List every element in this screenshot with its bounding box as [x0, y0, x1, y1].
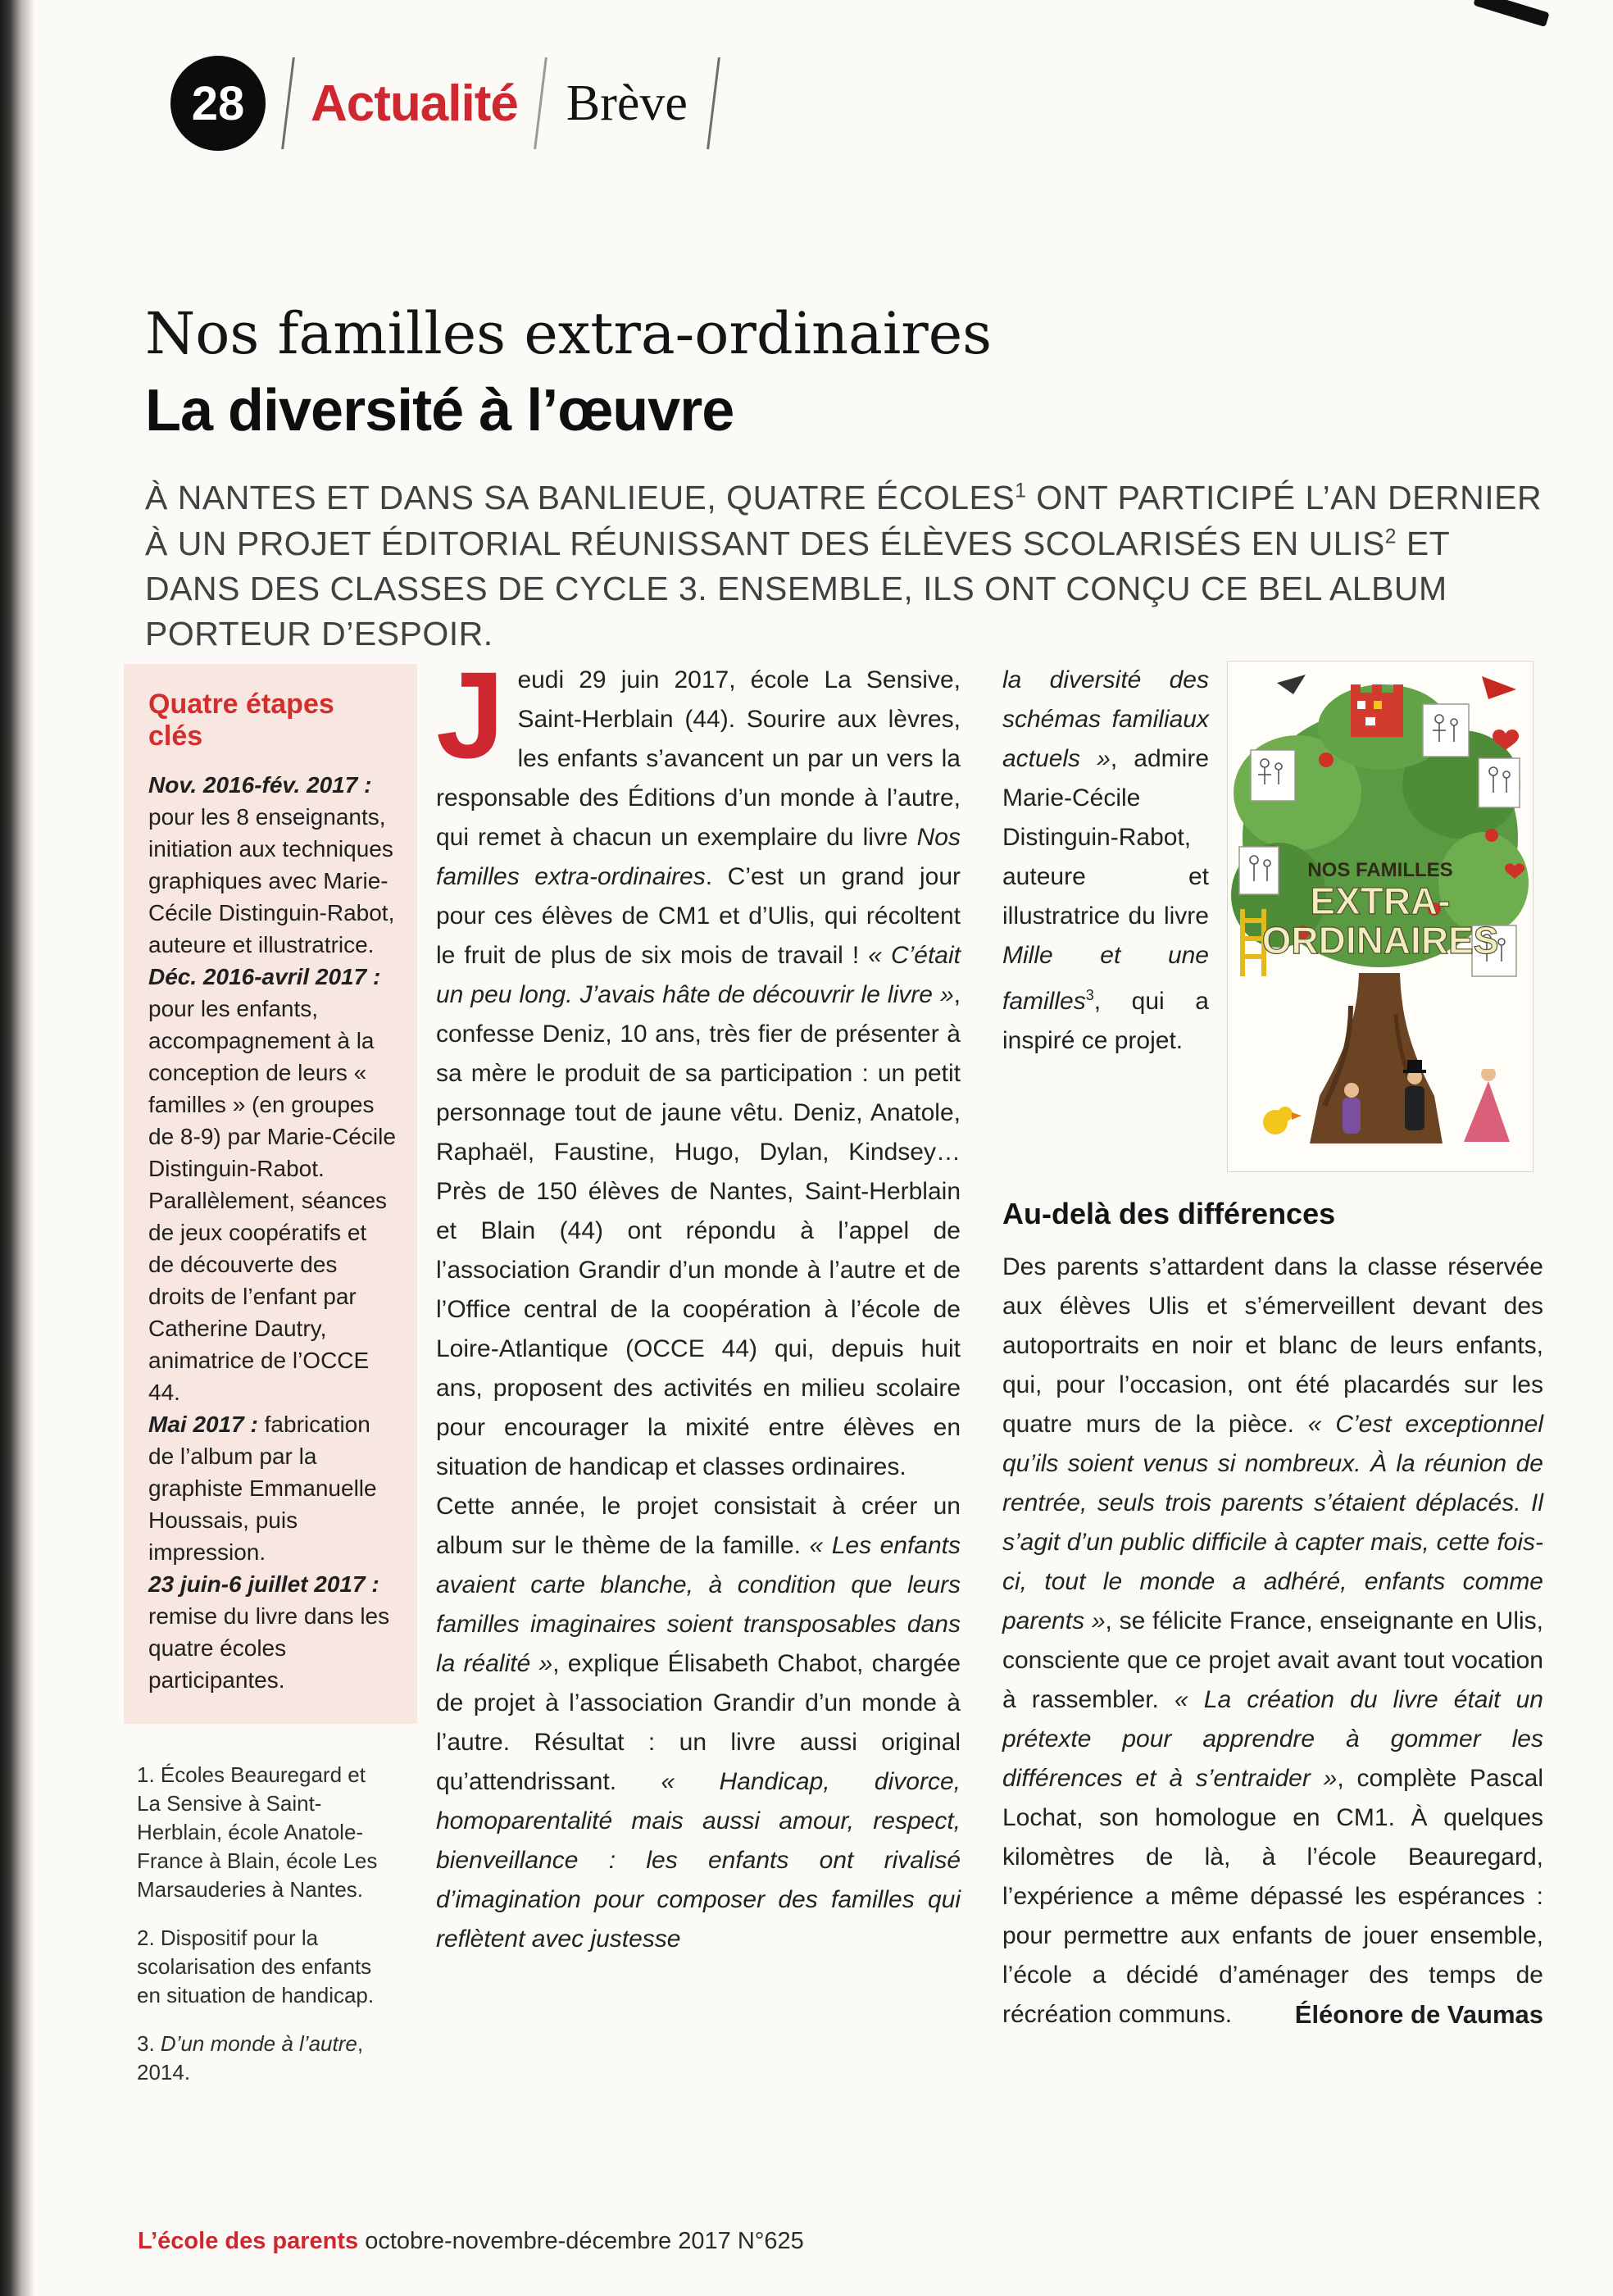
sidebar-step: Déc. 2016-avril 2017 : pour les enfants, accompagnement à la conception de leurs « familles » (en groupes de 8-9) par Marie-Cécile Distinguin-Rabot. Parallèlement, séances de jeux coopératifs et de découverte des droits de l’enfant par Catherine Dautry, animatrice de l’OCCE 44. — [148, 964, 396, 1405]
sidebar-step: Nov. 2016-fév. 2017 : pour les 8 enseignants, initiation aux techniques graphiques avec Marie-Cécile Distinguin-Rabot, auteure et illustratrice. — [148, 772, 395, 957]
article-paragraph — [1002, 1248, 1543, 2035]
header-separator — [534, 57, 548, 149]
cover-title-top: NOS FAMILLES — [1307, 859, 1453, 881]
header-separator — [281, 57, 295, 149]
paragraph-text: la diversité des schémas familiaux actuels », admire Marie-Cécile Distinguin-Rabot, auteure et illustratrice du livre Mille et une familles$^3$, qui a inspiré ce projet. — [1002, 666, 1210, 1054]
sidebar-step: Mai 2017 : fabrication de l’album par la graphiste Emmanuelle Houssais, puis impression. — [148, 1412, 377, 1565]
magazine-brand: L’école des parents — [138, 2228, 359, 2254]
paragraph-text: eudi 29 juin 2017, école La Sensive, Saint-Herblain (44). Sourire aux lèvres, les enfants s’avancent un par un vers la responsable des Éditions d’un monde à l’autre, qui remet à chacun un exemplaire du livre Nos familles extra-ordinaires. C’est un grand jour pour ces élèves de CM1 et d’Ulis, qui récoltent le fruit de plus de six mois de travail ! « C’était un peu long. J’avais hâte de découvrir le livre », confesse Deniz, 10 ans, très fier de présenter à sa mère le produit de sa participation : un petit personnage tout de jaune vêtu. Deniz, Anatole, Raphaël, Faustine, Hugo, Dylan, Kindsey… Près de 150 élèves de Nantes, Saint-Herblain et Blain (44) ont répondu à l’appel de l’association Grandir d’un monde à l’autre et de l’Office central de la coopération à l’école de Loire-Atlantique (OCCE 44) qui, depuis huit ans, proposent des activités en milieu scolaire pour encourager la mixité entre élèves en situation de handicap et classes ordinaires. — [436, 666, 961, 1480]
drop-cap: J — [436, 646, 505, 784]
footnote-item: 3. D’un monde à l’autre, 2014. — [137, 2031, 364, 2085]
page-header — [170, 56, 736, 151]
subsection-label: Brève — [566, 75, 688, 131]
article-standfirst: À NANTES ET DANS SA BANLIEUE, QUATRE ÉCOLES$^1$ ONT PARTICIPÉ L’AN DERNIER À UN PROJET ÉDITORIAL RÉUNISSANT DES ÉLÈVES SCOLARISÉS EN ULIS$^2$ ET DANS DES CLASSES DE CYCLE 3. ENSEMBLE, ILS ONT CONÇU CE BEL ALBUM PORTEUR D’ESPOIR. — [145, 479, 1543, 653]
article-kicker: Nos familles extra-ordinaires — [145, 300, 993, 367]
issue-info: octobre-novembre-décembre 2017 N°625 — [358, 2228, 804, 2254]
castle-illustration — [1351, 684, 1403, 737]
article-paragraph — [436, 1487, 961, 1959]
continuation-paragraph — [1002, 661, 1209, 1061]
article-column-middle — [436, 646, 961, 1959]
sidebar-step: 23 juin-6 juillet 2017 : remise du livre dans les quatre écoles participantes. — [148, 1571, 390, 1693]
paragraph-text: Cette année, le projet consistait à créer un album sur le thème de la famille. « Les enfants avaient carte blanche, à condition que leurs familles imaginaires soient transposables dans la réalité », explique Élisabeth Chabot, chargée de projet à l’association Grandir d’un monde à l’autre. Résultat : un livre aussi original qu’attendrissant. « Handicap, divorce, homoparentalité mais aussi amour, respect, bienveillance : les enfants ont rivalisé d’imagination pour composer des familles qui reflètent avec justesse — [436, 1493, 961, 1953]
footnote-item: 1. Écoles Beauregard et La Sensive à Saint-Herblain, école Anatole-France à Blain, école Les Marsauderies à Nantes. — [137, 1762, 378, 1902]
article-column-right — [1002, 661, 1543, 2035]
cover-title-bottom: ORDINAIRES — [1261, 919, 1499, 962]
header-separator — [707, 57, 720, 149]
article-paragraph — [436, 646, 961, 1487]
scan-edge-left — [0, 0, 34, 2296]
section-label: Actualité — [311, 75, 518, 132]
sidebar-title: Quatre étapes clés — [148, 689, 334, 752]
book-cover-image — [1227, 661, 1533, 1172]
paragraph-text: Des parents s’attardent dans la classe réservée aux élèves Ulis et s’émerveillent devant des autoportraits en noir et blanc de leurs enfants, qui, pour l’occasion, ont été placardés sur les quatre murs de la pièce. « C’est exceptionnel qu’ils soient venus si nombreux. À la réunion de rentrée, seuls trois parents s’étaient déplacés. Il s’agit d’un public difficile à capter mais, cette fois-ci, tout le monde a adhéré, enfants comme parents », se félicite France, enseignante en Ulis, consciente que ce projet avait avant tout vocation à rassembler. « La création du livre était un prétexte pour apprendre à gommer les différences et à s’entraider », complète Pascal Lochat, son homologue en CM1. À quelques kilomètres de là, à l’école Beauregard, l’expérience a même dépassé les espérances : pour permettre aux enfants de jouer ensemble, l’école a décidé d’aménager des temps de récréation communs. — [1002, 1253, 1543, 2028]
scan-corner-artifact — [1473, 0, 1549, 27]
page-number: 28 — [191, 76, 245, 130]
right-column-top — [1002, 661, 1543, 1172]
footnote-item: 2. Dispositif pour la scolarisation des enfants en situation de handicap. — [137, 1925, 375, 2007]
sidebar-box — [124, 664, 417, 1724]
byline: Éléonore de Vaumas — [1294, 2000, 1543, 2029]
cover-title-mid: EXTRA- — [1310, 880, 1451, 922]
article-headline: La diversité à l’œuvre — [145, 378, 734, 444]
page-footer — [138, 2228, 804, 2255]
section-heading: Au-delà des différences — [1002, 1197, 1336, 1230]
title-block — [145, 302, 1550, 657]
footnotes — [137, 1761, 384, 2107]
page-number-badge — [170, 56, 266, 151]
